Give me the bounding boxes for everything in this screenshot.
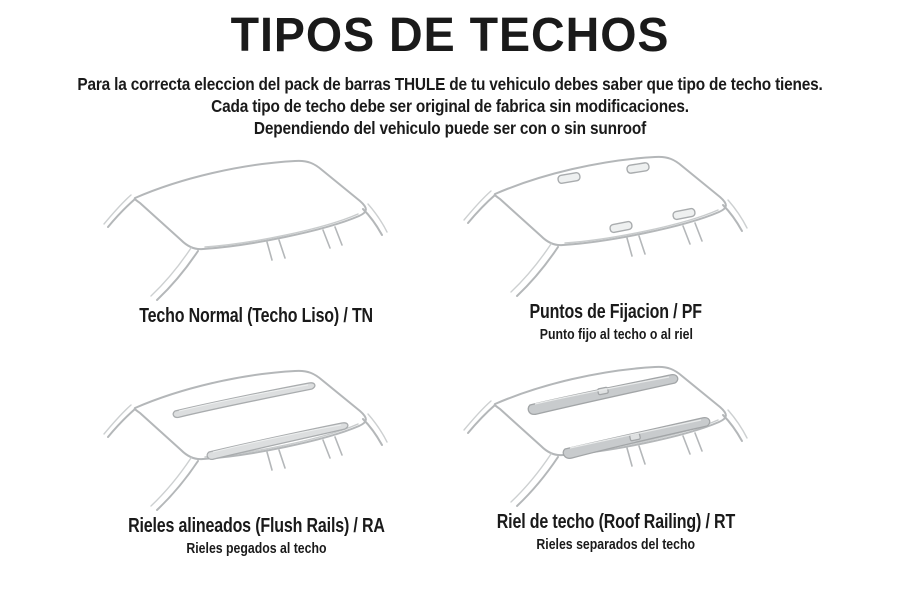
intro-line-2: Cada tipo de techo debe ser original de fabrica sin modificaciones. xyxy=(211,96,689,116)
roof-type-sublabel-roof-railing: Rieles separados del techo xyxy=(536,536,696,553)
roof-illustration-normal xyxy=(88,152,424,304)
roof-type-card-flush-rails xyxy=(71,362,441,557)
roof-type-label-flush-rails: Rieles alineados (Flush Rails) / RA xyxy=(127,515,385,537)
intro-line-3: Dependiendo del vehiculo puede ser con o sin sunroof xyxy=(253,118,647,138)
roof-type-card-roof-railing xyxy=(431,358,801,553)
roof-type-card-fixpoints xyxy=(431,148,801,343)
roof-type-label-normal: Techo Normal (Techo Liso) / TN xyxy=(139,305,373,327)
roof-type-sublabel-flush-rails: Rieles pegados al techo xyxy=(185,540,327,557)
intro-line-1: Para la correcta eleccion del pack de barras THULE de tu vehiculo debes saber que tipo de techo tienes. xyxy=(77,74,823,94)
roof-type-label-fixpoints: Puntos de Fijacion / PF xyxy=(529,301,703,323)
intro-text xyxy=(54,73,846,139)
roof-illustration-fixpoints xyxy=(448,148,784,300)
roof-type-sublabel-fixpoints: Punto fijo al techo o al riel xyxy=(539,326,693,343)
roof-type-card-normal xyxy=(71,152,441,328)
page-title: TIPOS DE TECHOS xyxy=(230,9,670,62)
roof-illustration-flush-rails xyxy=(88,362,424,514)
roof-illustration-roof-railing xyxy=(448,358,784,510)
roof-type-label-roof-railing: Riel de techo (Roof Railing) / RT xyxy=(496,511,736,533)
